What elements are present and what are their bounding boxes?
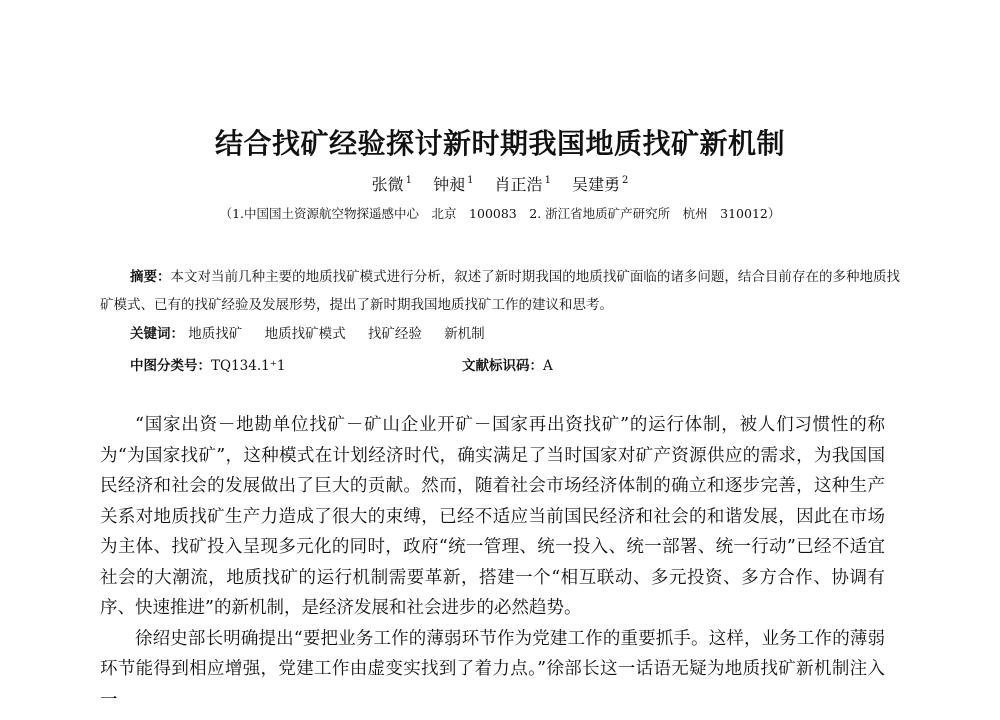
doc-code-value: A — [543, 358, 553, 374]
clc-value: TQ134.1⁺1 — [211, 358, 286, 374]
abstract — [100, 263, 900, 319]
classification-line — [130, 354, 900, 378]
keyword: 找矿经验 — [367, 326, 422, 342]
keyword: 地质找矿模式 — [264, 326, 346, 342]
author-affiliation-mark: 2 — [622, 175, 629, 186]
body-paragraph: “国家出资－地勘单位找矿－矿山企业开矿－国家再出资找矿”的运行体制，被人们习惯性的称为“为国家找矿”，这种模式在计划经济时代，确实满足了当时国家对矿产资源供应的需求，为我国国民经济和社会的发展做出了巨大的贡献。然而，随着社会市场经济体制的确立和逐步完善，这种生产关系对地质找矿生产力造成了很大的束缚，已经不适应当前国民经济和社会的和谐发展，因此在市场为主体、找矿投入呈现多元化的同时，政府“统一管理、统一投入、统一部署、统一行动”已经不适宜社会的大潮流，地质找矿的运行机制需要革新，搭建一个“相互联动、多元投资、多方合作、协调有序、快速推进”的新机制，是经济发展和社会进步的必然趋势。 — [100, 415, 885, 618]
doc-code-label: 文献标识码： — [462, 358, 543, 374]
author — [372, 169, 412, 197]
abstract-label: 摘要： — [130, 269, 171, 285]
paper-title: 结合找矿经验探讨新时期我国地质找矿新机制 — [214, 127, 785, 160]
keyword: 新机制 — [444, 326, 485, 342]
body-paragraph: 徐绍史部长明确提出“要把业务工作的薄弱环节作为党建工作的重要抓手。这样，业务工作的薄弱环节能得到相应增强，党建工作由虚变实找到了着力点。”徐部长这一话语无疑为地质找矿新机制注入一 — [100, 628, 885, 710]
author-name: 肖正浩 — [494, 175, 543, 194]
abstract-text: 本文对当前几种主要的地质找矿模式进行分析，叙述了新时期我国的地质找矿面临的诸多问题，结合目前存在的多种地质找矿模式、已有的找矿经验及发展形势，提出了新时期我国地质找矿工作的建议和思考。 — [100, 269, 901, 313]
author-affiliation-mark: 1 — [467, 175, 474, 186]
document-code — [462, 354, 553, 378]
keywords-label: 关键词： — [130, 326, 184, 342]
author-name: 吴建勇 — [572, 175, 621, 194]
clc-label: 中图分类号： — [130, 358, 211, 374]
author — [433, 169, 473, 197]
keyword: 地质找矿 — [188, 326, 243, 342]
affiliations: （1.中国国土资源航空物探遥感中心 北京 100083 2. 浙江省地质矿产研究所 杭州 310012） — [219, 206, 781, 221]
body-text — [100, 410, 885, 715]
author-name: 张微 — [371, 175, 404, 194]
author-name: 钟昶 — [433, 175, 466, 194]
author — [572, 169, 628, 197]
author-affiliation-mark: 1 — [405, 175, 412, 186]
author-list — [0, 169, 1000, 197]
author — [495, 169, 551, 197]
keywords — [130, 322, 900, 346]
author-affiliation-mark: 1 — [544, 175, 551, 186]
